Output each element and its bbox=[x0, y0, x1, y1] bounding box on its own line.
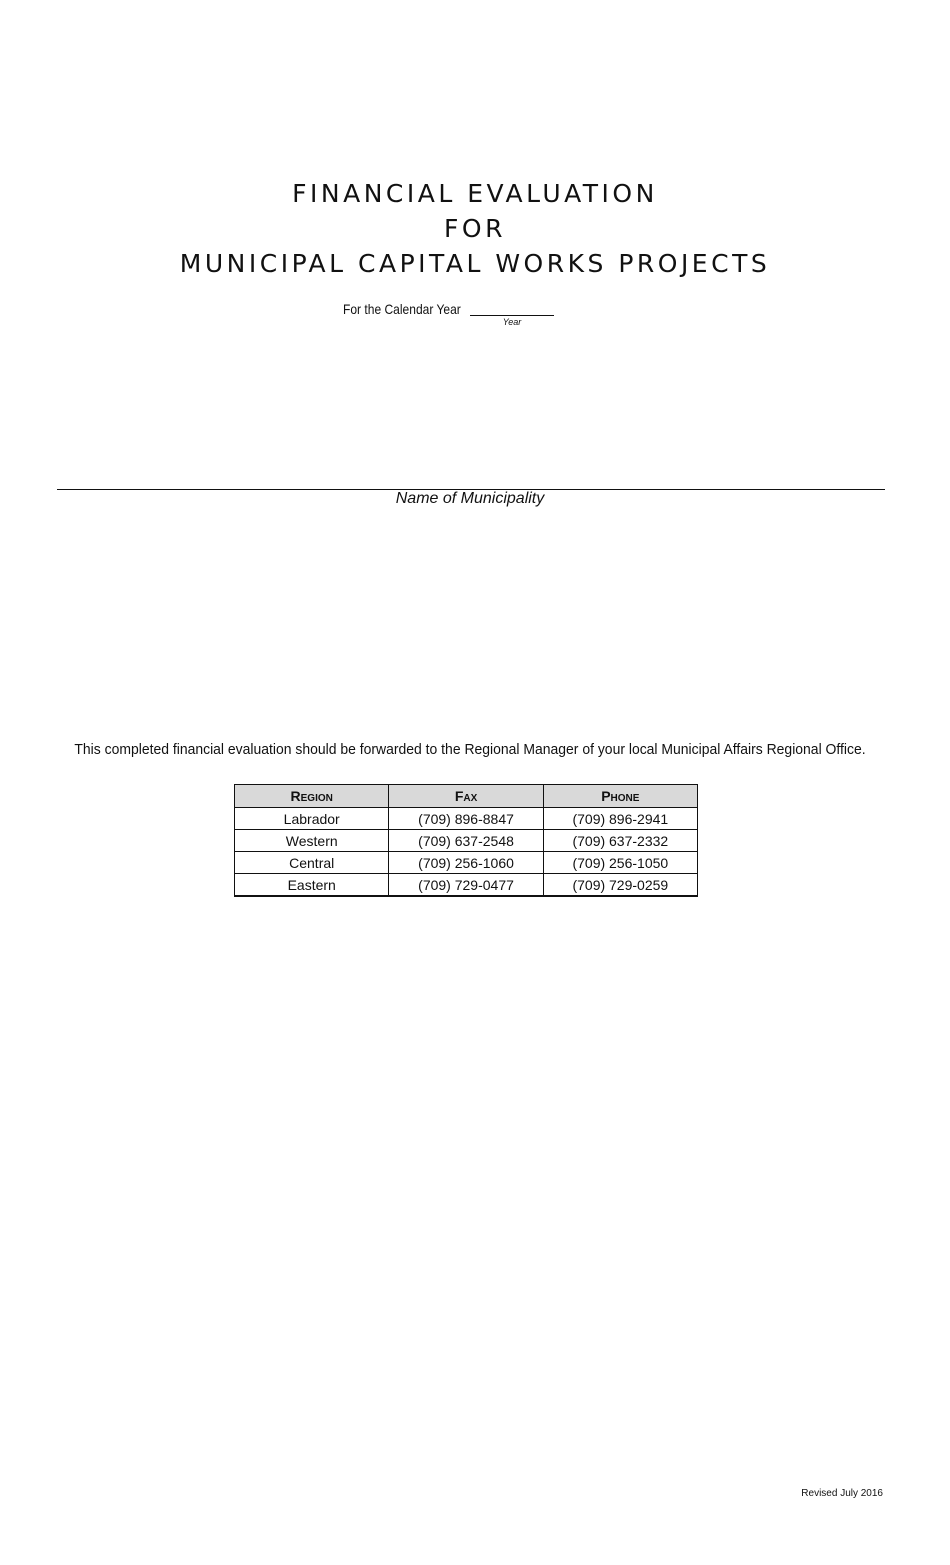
phone-cell: (709) 637-2332 bbox=[543, 830, 697, 852]
fax-cell: (709) 256-1060 bbox=[389, 852, 543, 874]
calendar-year-label: For the Calendar Year bbox=[343, 301, 461, 317]
regional-offices-table bbox=[234, 784, 698, 897]
table-row bbox=[235, 830, 698, 852]
fax-cell: (709) 637-2548 bbox=[389, 830, 543, 852]
header-phone: Phone bbox=[543, 785, 697, 808]
region-cell: Eastern bbox=[235, 874, 389, 897]
phone-cell: (709) 896-2941 bbox=[543, 808, 697, 830]
title-line-1: FINANCIAL EVALUATION bbox=[292, 179, 658, 208]
calendar-year-row bbox=[343, 299, 480, 319]
year-caption: Year bbox=[502, 317, 522, 327]
forwarding-instructions: This completed financial evaluation should be forwarded to the Regional Manager of your local Municipal Affairs Regional Office. bbox=[74, 741, 866, 758]
header-region: Region bbox=[235, 785, 389, 808]
table-row bbox=[235, 852, 698, 874]
revision-date: Revised July 2016 bbox=[801, 1488, 883, 1499]
municipality-caption: Name of Municipality bbox=[395, 490, 545, 507]
region-cell: Western bbox=[235, 830, 389, 852]
table-header-row bbox=[235, 785, 698, 808]
table-row bbox=[235, 874, 698, 897]
fax-cell: (709) 729-0477 bbox=[389, 874, 543, 897]
phone-cell: (709) 729-0259 bbox=[543, 874, 697, 897]
header-fax: Fax bbox=[389, 785, 543, 808]
phone-cell: (709) 256-1050 bbox=[543, 852, 697, 874]
table-row bbox=[235, 808, 698, 830]
region-cell: Labrador bbox=[235, 808, 389, 830]
region-cell: Central bbox=[235, 852, 389, 874]
title-line-3: MUNICIPAL CAPITAL WORKS PROJECTS bbox=[179, 249, 771, 278]
year-field[interactable] bbox=[470, 315, 554, 316]
fax-cell: (709) 896-8847 bbox=[389, 808, 543, 830]
title-line-2: FOR bbox=[444, 214, 506, 243]
